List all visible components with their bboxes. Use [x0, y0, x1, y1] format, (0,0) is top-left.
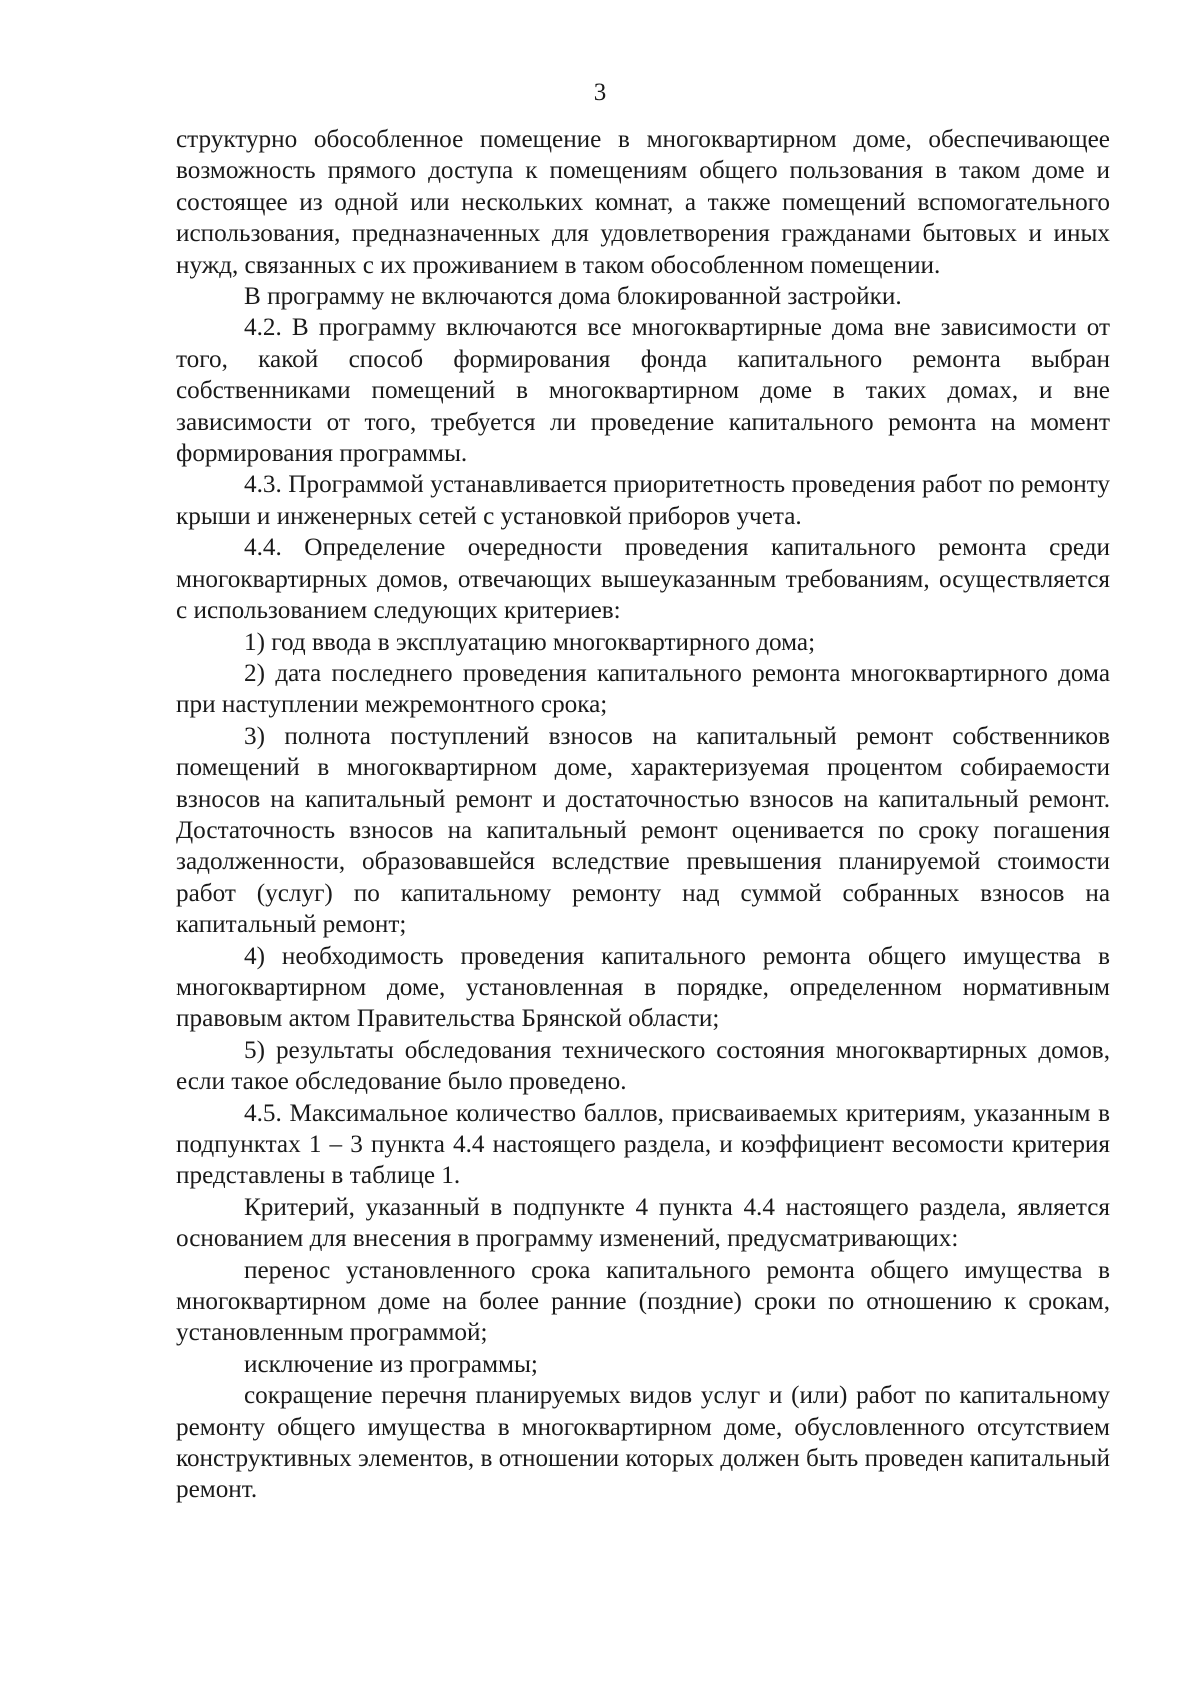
paragraph-4-3: 4.3. Программой устанавливается приоритетность проведения работ по ремонту крыши и инженерных сетей с установкой приборов учета. — [176, 471, 1110, 530]
paragraph-exclusion: В программу не включаются дома блокированной застройки. — [244, 283, 902, 311]
paragraph-4-4: 4.4. Определение очередности проведения капитального ремонта среди многоквартирных домов, отвечающих вышеуказанным требованиям, осуществляется с использованием следующих критериев: — [176, 534, 1110, 625]
paragraph-4-2: 4.2. В программу включаются все многоквартирные дома вне зависимости от того, какой способ формирования фонда капитального ремонта выбран собственниками помещений в многоквартирном доме в таких домах, и вне зависимости от того, требуется ли проведение капитального ремонта на момент формирования программы. — [176, 314, 1110, 468]
criterion-1: 1) год ввода в эксплуатацию многоквартирного дома; — [244, 628, 816, 656]
list-item-exclusion: исключение из программы; — [244, 1350, 538, 1378]
page-number: 3 — [593, 79, 607, 106]
document-body — [176, 124, 1110, 1506]
paragraph-4-5: 4.5. Максимальное количество баллов, присваиваемых критериям, указанным в подпунктах 1 – 3 пункта 4.4 настоящего раздела, и коэффициент весомости критерия представлены в таблице 1. — [176, 1099, 1110, 1190]
criterion-4: 4) необходимость проведения капитального ремонта общего имущества в многоквартирном доме, установленная в порядке, определенном нормативным правовым актом Правительства Брянской области; — [176, 942, 1110, 1033]
paragraph-criterion-4-basis: Критерий, указанный в подпункте 4 пункта 4.4 настоящего раздела, является основанием для внесения в программу изменений, предусматривающих: — [176, 1193, 1110, 1253]
paragraph-continuation: структурно обособленное помещение в многоквартирном доме, обеспечивающее возможность прямого доступа к помещениям общего пользования в таком доме и состоящее из одной или нескольких комнат, а также помещений вспомогательного использования, предназначенных для удовлетворения гражданами бытовых и иных нужд, связанных с их проживанием в таком обособленном помещении. — [176, 126, 1110, 279]
criterion-5: 5) результаты обследования технического состояния многоквартирных домов, если такое обследование было проведено. — [176, 1036, 1110, 1096]
criterion-2: 2) дата последнего проведения капитального ремонта многоквартирного дома при наступлении межремонтного срока; — [176, 659, 1110, 719]
criterion-3: 3) полнота поступлений взносов на капитальный ремонт собственников помещений в многоквартирном доме, характеризуемая процентом собираемости взносов на капитальный ремонт и достаточностью взносов на капитальный ремонт. Достаточность взносов на капитальный ремонт оценивается по сроку погашения задолженности, образовавшейся вследствие превышения планируемой стоимости работ (услуг) по капитальному ремонту над суммой собранных взносов на капитальный ремонт; — [176, 722, 1110, 939]
list-item-reduction: сокращение перечня планируемых видов услуг и (или) работ по капитальному ремонту общего имущества в многоквартирном доме, обусловленного отсутствием конструктивных элементов, в отношении которых должен быть проведен капитальный ремонт. — [176, 1382, 1110, 1504]
list-item-transfer: перенос установленного срока капитального ремонта общего имущества в многоквартирном доме на более ранние (поздние) сроки по отношению к срокам, установленным программой; — [176, 1256, 1110, 1347]
